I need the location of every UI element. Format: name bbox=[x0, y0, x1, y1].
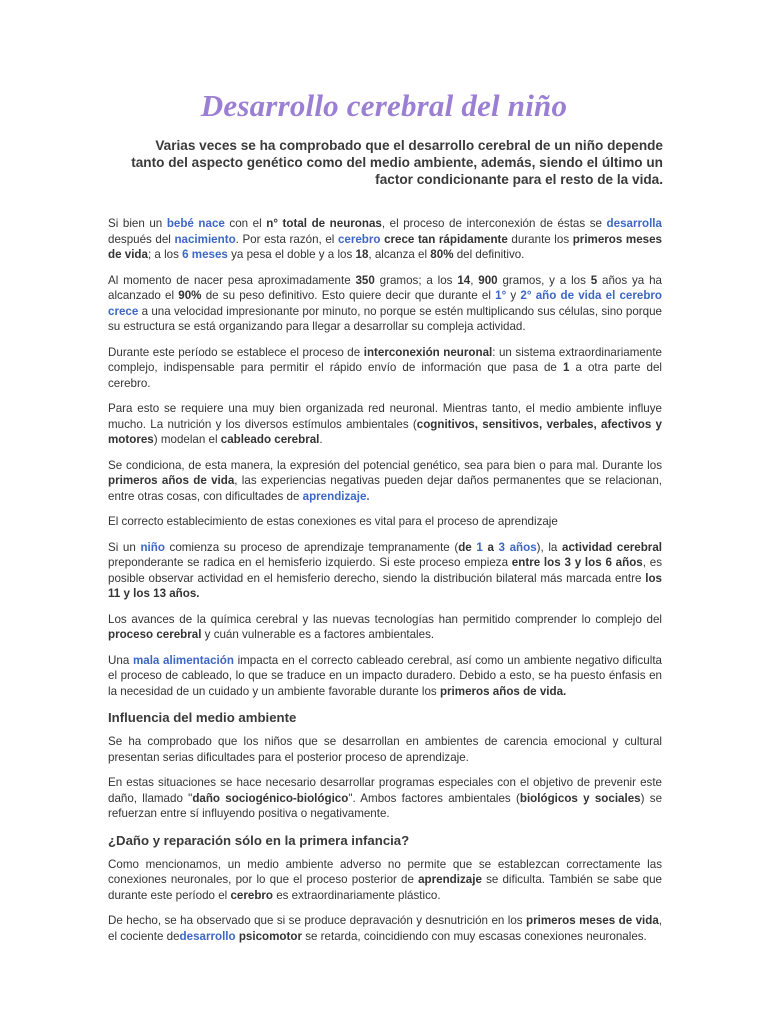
paragraph-10: Se ha comprobado que los niños que se desarrollan en ambientes de carencia emocional y cultural presentan serias dificultades para el posterior proceso de aprendizaje. bbox=[108, 735, 662, 764]
text: Una bbox=[108, 653, 133, 667]
bold-text: cerebro bbox=[230, 888, 273, 902]
text: después del bbox=[108, 232, 175, 246]
paragraph-11 bbox=[108, 775, 662, 822]
page-title: Desarrollo cerebral del niño bbox=[200, 88, 568, 123]
bold-text: daño sociogénico-biológico bbox=[192, 791, 349, 805]
text: años ya ha alcanzado el bbox=[108, 273, 662, 302]
bold-text: 1 bbox=[562, 361, 570, 374]
bold-text: n° total de bbox=[266, 217, 326, 230]
link-mala-alimentacion[interactable]: mala alimentación bbox=[132, 653, 234, 667]
link-bebe-nace[interactable]: bebé nace bbox=[166, 217, 225, 230]
bold-text: crece tan rápidamente bbox=[384, 232, 508, 246]
text: a una velocidad impresionante por minuto, no porque se estén multiplicando sus células, sino porque su estructura se está organizando para llegar a desarrollar su compleja actividad. bbox=[108, 304, 662, 333]
text: ) modelan el bbox=[153, 433, 221, 446]
link-desarrollo[interactable]: desarrollo bbox=[179, 929, 236, 943]
text: Si un bbox=[108, 540, 141, 554]
text: , el cociente de bbox=[108, 914, 663, 943]
text: y cuán vulnerable es a factores ambientales. bbox=[201, 628, 435, 641]
link-1[interactable]: 1 bbox=[476, 540, 483, 554]
text: En estas situaciones se hace necesario desarrollar programas especiales con el objetivo de prevenir este daño, llamado " bbox=[108, 776, 662, 805]
bold-text: primeros años de vida. bbox=[439, 684, 567, 698]
paragraph-7 bbox=[108, 540, 662, 602]
link-cerebro[interactable]: cerebro bbox=[337, 232, 381, 246]
text: , el proceso de interconexión de éstas se bbox=[381, 217, 607, 230]
paragraph-4 bbox=[108, 401, 662, 448]
section-heading-dano-reparacion: ¿Daño y reparación sólo en la primera infancia? bbox=[108, 832, 410, 848]
paragraph-1 bbox=[108, 216, 662, 263]
paragraph-13 bbox=[108, 913, 662, 944]
text: durante los bbox=[507, 232, 573, 246]
text: impacta en el correcto cableado cerebral, así como un ambiente negativo dificulta el proceso de cableado, lo que se traduce en un impacto duradero. Debido a esto, se ha puesto énfasis en la necesidad de un cuidado y un ambiente favorable durante los bbox=[108, 653, 662, 698]
bold-text: aprendizaje bbox=[418, 873, 482, 886]
bold-text: cableado cerebral bbox=[220, 433, 320, 446]
bold-text: primeros meses de vida bbox=[108, 232, 663, 261]
article-body bbox=[108, 216, 662, 954]
text: , alcanza el bbox=[368, 248, 431, 261]
paragraph-8 bbox=[108, 612, 662, 643]
paragraph-9 bbox=[108, 653, 662, 700]
bold-text: 350 bbox=[355, 273, 375, 287]
bold-text: de bbox=[458, 540, 472, 554]
bold-text: psicomotor bbox=[238, 929, 302, 943]
link-1-ano[interactable]: 1° bbox=[495, 289, 507, 302]
bold-text: los 11 y los 13 años. bbox=[108, 571, 662, 600]
text: Se condiciona, de esta manera, la expresión del potencial genético, sea para bien o para mal. Durante los bbox=[108, 458, 662, 472]
text: del definitivo. bbox=[453, 248, 525, 261]
text: con el bbox=[224, 217, 267, 230]
paragraph-6: El correcto establecimiento de estas conexiones es vital para el proceso de aprendizaje bbox=[108, 515, 558, 528]
text: Los avances de la química cerebral y las nuevas tecnologías han permitido comprender lo complejo del bbox=[108, 612, 662, 626]
text: gramos; a los bbox=[374, 273, 458, 287]
text: Al momento de nacer pesa aproximadamente bbox=[108, 273, 356, 287]
bold-text: 5 bbox=[590, 273, 598, 287]
text: ) se refuerzan entre sí influyendo positiva o negativamente. bbox=[108, 791, 663, 820]
bold-text: neuronas bbox=[329, 217, 382, 230]
text: se retarda, coincidiendo con muy escasas conexiones neuronales. bbox=[301, 929, 647, 943]
text: de su peso definitivo. Esto quiere decir que durante el bbox=[201, 289, 496, 302]
text: preponderante se radica en el hemisferio izquierdo. Si este proceso empieza bbox=[108, 556, 512, 569]
paragraph-2 bbox=[108, 273, 662, 335]
paragraph-3 bbox=[108, 345, 662, 392]
paragraph-5 bbox=[108, 458, 662, 505]
bold-text: 90% bbox=[178, 289, 202, 302]
bold-text: interconexión neuronal bbox=[363, 345, 493, 359]
text: , las experiencias negativas pueden dejar daños permanentes que se relacionan, entre otras cosas, con dificultades de bbox=[108, 474, 662, 503]
text: Para esto se requiere una muy bien organizada red neuronal. Mientras tanto, el medio ambiente influye mucho. La nutrición y los diversos estímulos ambientales ( bbox=[108, 402, 662, 431]
bold-text: primeros meses de vida bbox=[526, 914, 659, 927]
text: Durante este período se establece el proceso de bbox=[108, 345, 364, 359]
text: . bbox=[319, 433, 323, 446]
link-aprendizaje[interactable]: aprendizaje. bbox=[302, 489, 370, 503]
text: : un sistema extraordinariamente complejo, indispensable para permitir el rápido envío de información que pasa de bbox=[108, 345, 662, 374]
text: , es posible observar actividad en el hemisferio derecho, siendo la distribución bilateral más marcada entre bbox=[108, 556, 662, 585]
bold-text: 14 bbox=[457, 273, 471, 287]
text: ; a los bbox=[147, 248, 183, 261]
bold-text: proceso cerebral bbox=[108, 628, 202, 641]
bold-text: 18 bbox=[355, 248, 369, 261]
link-nacimiento[interactable]: nacimiento bbox=[174, 232, 236, 246]
text: y bbox=[506, 289, 521, 302]
section-heading-medio-ambiente: Influencia del medio ambiente bbox=[108, 710, 297, 725]
link-desarrolla[interactable]: desarrolla bbox=[606, 217, 662, 230]
text: ya pesa el doble y a los bbox=[227, 248, 356, 261]
bold-text: 80% bbox=[430, 248, 454, 261]
paragraph-12 bbox=[108, 857, 662, 904]
intro-paragraph: Varias veces se ha comprobado que el desarrollo cerebral de un niño depende tanto del aspecto genético como del medio ambiente, además, siendo el último un factor condicionante para el resto de la vida. bbox=[131, 138, 663, 187]
text: . Por esta razón, el bbox=[235, 232, 338, 246]
text: ), la bbox=[536, 540, 562, 554]
link-2-ano-cerebro-crece[interactable]: 2° año de vida el cerebro crece bbox=[108, 289, 663, 318]
link-6-meses[interactable]: 6 meses bbox=[182, 248, 228, 261]
text: a otra parte del cerebro. bbox=[108, 361, 662, 390]
bold-text: a bbox=[487, 540, 494, 554]
text: De hecho, se ha observado que si se produce depravación y desnutrición en los bbox=[108, 914, 527, 927]
link-3-anos[interactable]: 3 años bbox=[498, 540, 537, 554]
bold-text: primeros años de vida bbox=[108, 474, 235, 487]
text: ". Ambos factores ambientales ( bbox=[348, 791, 520, 805]
text: , bbox=[470, 273, 479, 287]
text: gramos, y a los bbox=[497, 273, 591, 287]
text: comienza su proceso de aprendizaje tempranamente ( bbox=[164, 540, 459, 554]
link-nino[interactable]: niño bbox=[140, 540, 165, 554]
bold-text: 900 bbox=[478, 273, 498, 287]
bold-text: cognitivos, sensitivos, verbales, afectivos y motores bbox=[108, 417, 662, 446]
text: se dificulta. También se sabe que durante este período el bbox=[108, 873, 662, 902]
text: Como mencionamos, un medio ambiente adverso no permite que se establezcan correctamente las conexiones neuronales, por lo que el proceso posterior de bbox=[108, 857, 662, 886]
bold-text: entre los 3 y los 6 años bbox=[511, 556, 643, 569]
bold-text: actividad cerebral bbox=[562, 540, 662, 554]
text: Si bien un bbox=[108, 217, 167, 230]
text: es extraordinariamente plástico. bbox=[273, 888, 441, 902]
bold-text: biológicos y sociales bbox=[519, 791, 641, 805]
